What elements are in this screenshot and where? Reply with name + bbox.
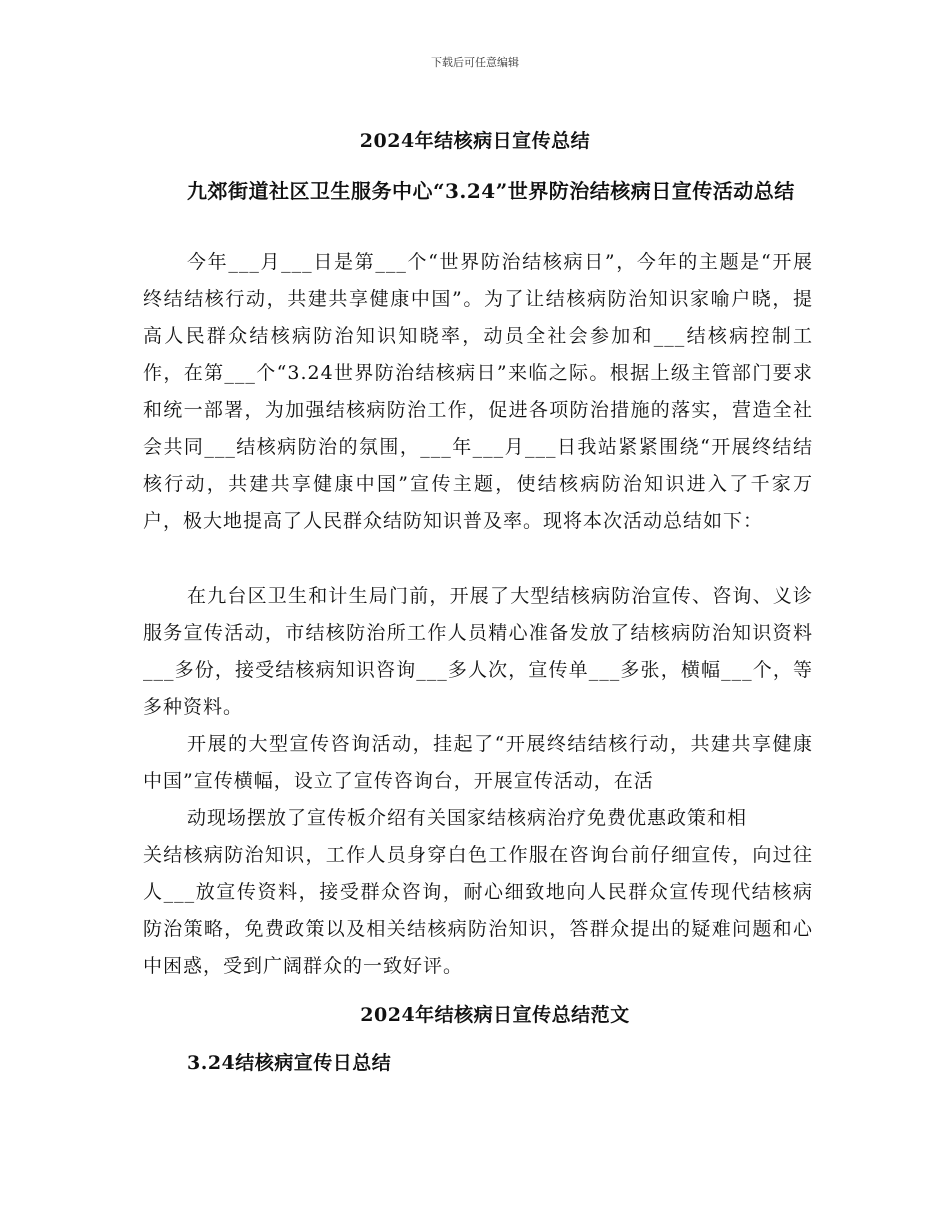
document-subtitle: 九郊街道社区卫生服务中心“3.24”世界防治结核病日宣传活动总结 — [187, 179, 795, 203]
paragraph-1: 今年___月___日是第___个“世界防治结核病日”，今年的主题是“开展终结结核行动，共建共享健康中国”。为了让结核病防治知识家喻户晓，提高人民群众结核病防治知识知晓率，动员全社会参加和___结核病控制工作，在第___个“3.24世界防治结核病日”来临之际。根据上级主管部门要求和统一部署，为加强结核病防治工作，促进各项防治措施的落实，营造全社会共同___结核病防治的氛围，___年___月___日我站紧紧围绕“开展终结结核行动，共建共享健康中国”宣传主题，使结核病防治知识进入了千家万户，极大地提高了人民群众结防知识普及率。现将本次活动总结如下： — [143, 251, 813, 532]
paragraph-4 — [143, 800, 813, 985]
paragraph-2: 在九台区卫生和计生局门前，开展了大型结核病防治宣传、咨询、义诊服务宣传活动，市结核防治所工作人员精心准备发放了结核病防治知识资料___多份，接受结核病知识咨询___多人次，宣传单___多张，横幅___个，等多种资料。 — [143, 585, 813, 718]
paragraph-3: 开展的大型宣传咨询活动，挂起了“开展终结结核行动，共建共享健康中国”宣传横幅，设立了宣传咨询台，开展宣传活动，在活 — [143, 733, 813, 792]
page-header-note: 下载后可任意编辑 — [431, 56, 519, 69]
section-subtitle: 3.24结核病宣传日总结 — [187, 1052, 392, 1074]
document-title: 2024年结核病日宣传总结 — [359, 130, 591, 152]
paragraph-4-continuation: 关结核病防治知识，工作人员身穿白色工作服在咨询台前仔细宣传，向过往人___放宣传资料，接受群众咨询，耐心细致地向人民群众宣传现代结核病防治策略，免费政策以及相关结核病防治知识，答群众提出的疑难问题和心中困惑，受到广阔群众的一致好评。 — [143, 844, 813, 977]
section-title: 2024年结核病日宣传总结范文 — [360, 1004, 630, 1026]
paragraph-4-first-line: 动现场摆放了宣传板介绍有关国家结核病治疗免费优惠政策和相 — [187, 807, 748, 829]
